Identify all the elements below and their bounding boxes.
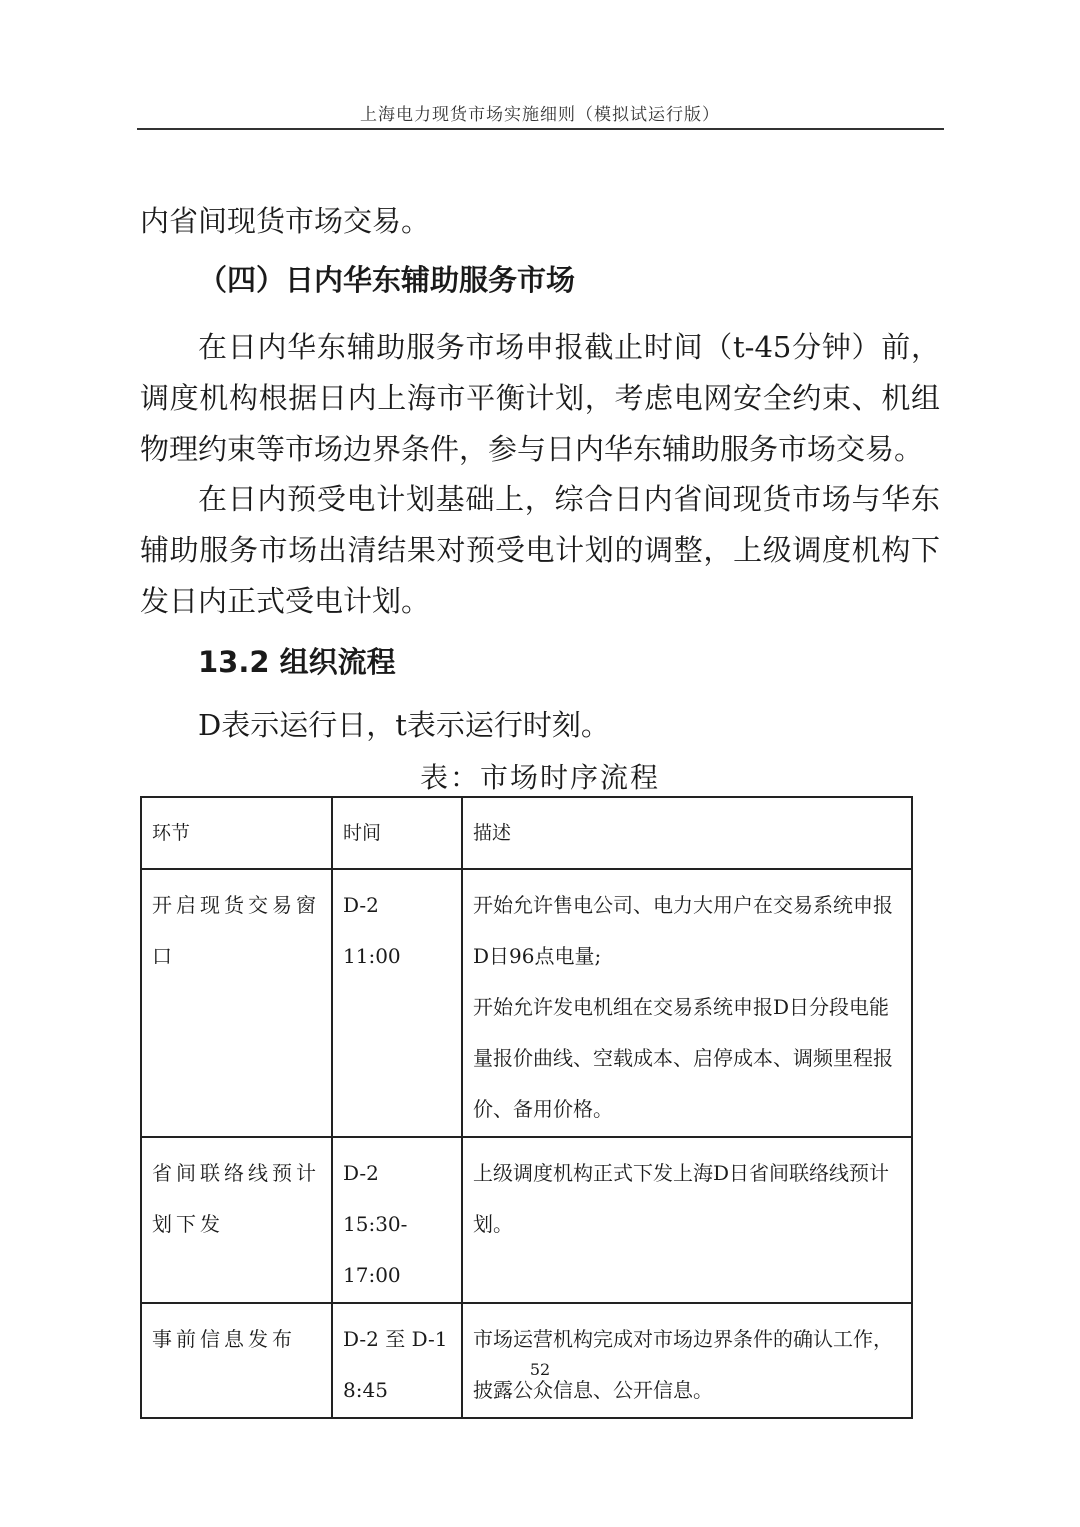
time-line: D-2 <box>343 893 379 917</box>
column-header-stage: 环节 <box>141 797 332 869</box>
time-line: 8:45 <box>343 1378 388 1402</box>
table-row <box>141 1137 912 1303</box>
description-line: 开始允许发电机组在交易系统申报D日分段电能量报价曲线、空载成本、启停成本、调频里程报价、备用价格。 <box>473 995 893 1121</box>
stage-cell: 省间联络线预计划下发 <box>141 1137 332 1303</box>
time-line: 11:00 <box>343 944 401 968</box>
time-line: D-2 <box>343 1161 379 1185</box>
stage-cell: 事前信息发布 <box>141 1303 332 1418</box>
stage-cell: 开启现货交易窗口 <box>141 869 332 1137</box>
description-line: 开始允许售电公司、电力大用户在交易系统申报D日96点电量; <box>473 893 893 968</box>
description-line: 上级调度机构正式下发上海D日省间联络线预计划。 <box>473 1161 890 1236</box>
paragraph-definitions: D表示运行日，t表示运行时刻。 <box>198 708 610 742</box>
subsection-heading: 13.2 组织流程 <box>198 645 396 679</box>
header-rule <box>137 128 944 130</box>
description-cell <box>462 1137 912 1303</box>
column-header-description: 描述 <box>462 797 912 869</box>
description-line: 市场运营机构完成对市场边界条件的确认工作，披露公众信息、公开信息。 <box>473 1327 893 1402</box>
page-header-title: 上海电力现货市场实施细则（模拟试运行版） <box>360 105 720 125</box>
paragraph-formal-plan: 在日内预受电计划基础上，综合日内省间现货市场与华东辅助服务市场出清结果对预受电计划的调整，上级调度机构下发日内正式受电计划。 <box>140 482 940 618</box>
market-timeline-table <box>140 796 913 1419</box>
table-header-row <box>141 797 912 869</box>
section-heading: （四）日内华东辅助服务市场 <box>198 263 576 297</box>
paragraph-continued: 内省间现货市场交易。 <box>140 204 431 238</box>
time-line: 15:30-17:00 <box>343 1212 408 1287</box>
table-row <box>141 869 912 1137</box>
paragraph-intraday-ancillary: 在日内华东辅助服务市场申报截止时间（t-45分钟）前，调度机构根据日内上海市平衡计划，考虑电网安全约束、机组物理约束等市场边界条件，参与日内华东辅助服务市场交易。 <box>140 330 940 466</box>
table-caption: 表：市场时序流程 <box>419 761 660 794</box>
time-cell <box>332 1137 462 1303</box>
description-cell <box>462 869 912 1137</box>
page-number: 52 <box>529 1360 551 1379</box>
column-header-time: 时间 <box>332 797 462 869</box>
time-cell <box>332 869 462 1137</box>
time-line: D-2 至 D-1 <box>343 1327 448 1351</box>
